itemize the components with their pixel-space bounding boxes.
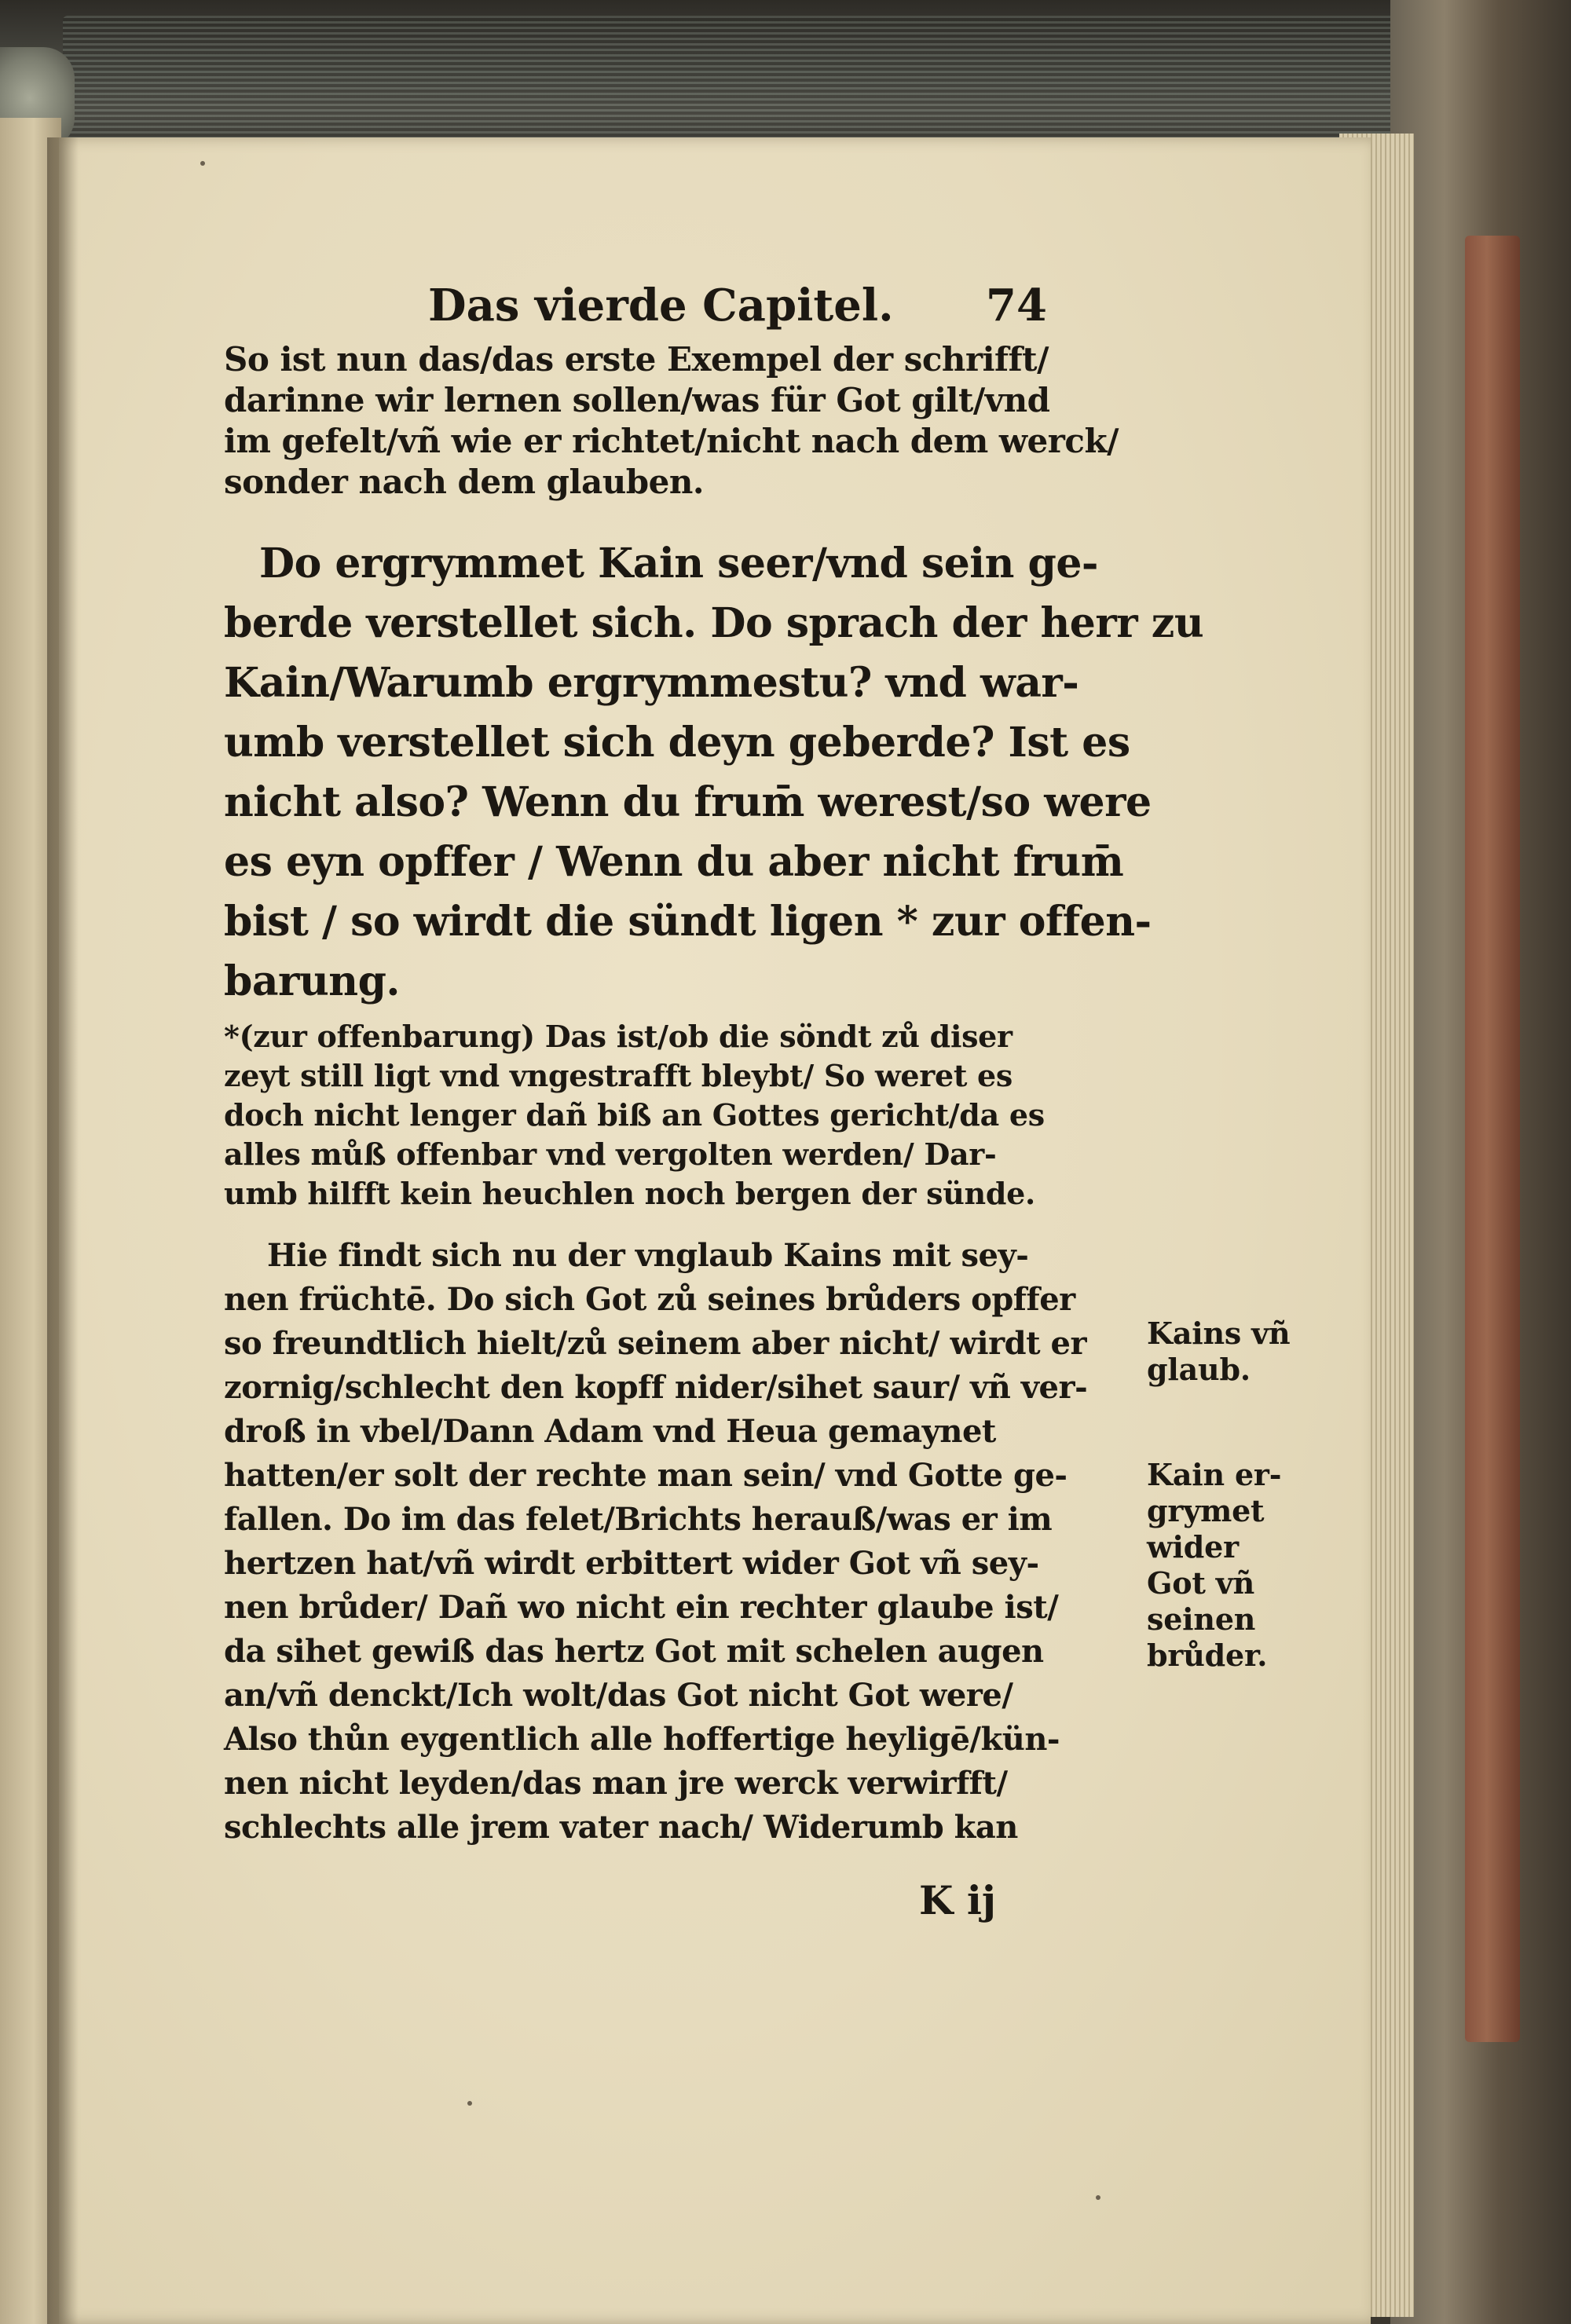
text-line: nen brůder/ Dañ wo nicht ein rechter glaube ist/: [224, 1589, 1059, 1626]
text-line: hatten/er solt der rechte man sein/ vnd Gotte ge-: [224, 1457, 1067, 1494]
text-line: berde verstellet sich. Do sprach der herr zu: [224, 599, 1204, 647]
text-line: droß in vbel/Dann Adam vnd Heua gemaynet: [224, 1413, 996, 1450]
text-line: Do ergrymmet Kain seer/vnd sein ge-: [259, 540, 1098, 587]
margin-note-line: seinen: [1147, 1601, 1256, 1637]
book-page: [59, 137, 1371, 2324]
text-line: alles můß offenbar vnd vergolten werden/ Dar-: [224, 1136, 997, 1172]
text-line: *(zur offenbarung) Das ist/ob die söndt zů diser: [224, 1019, 1013, 1054]
text-line: doch nicht lenger dañ biß an Gottes gericht/da es: [224, 1097, 1045, 1133]
text-line: Also thůn eygentlich alle hoffertige heyligē/kün-: [224, 1721, 1060, 1758]
folio-number: 74: [986, 280, 1047, 331]
text-line: da sihet gewiß das hertz Got mit schelen augen: [224, 1633, 1044, 1670]
book-top-edge: [0, 0, 1571, 157]
text-line: sonder nach dem glauben.: [224, 463, 704, 501]
cover-leather-strip: [1465, 236, 1520, 2042]
text-line: nicht also? Wenn du frum̄ werest/so were: [224, 778, 1152, 826]
text-line: so freundtlich hielt/zů seinem aber nicht/ wirdt er: [224, 1325, 1087, 1362]
paper-speck: [200, 161, 205, 166]
margin-note-line: Kains vñ: [1147, 1316, 1291, 1351]
margin-note-line: Kain er-: [1147, 1457, 1282, 1492]
text-line: nen früchtē. Do sich Got zů seines brůders opffer: [224, 1281, 1075, 1318]
text-line: nen nicht leyden/das man jre werck verwirfft/: [224, 1765, 1008, 1802]
margin-note-line: glaub.: [1147, 1352, 1251, 1387]
text-line: fallen. Do im das felet/Brichts herauß/was er im: [224, 1501, 1053, 1538]
text-line: zornig/schlecht den kopff nider/sihet saur/ vñ ver-: [224, 1369, 1088, 1406]
margin-note-line: grymet: [1147, 1493, 1265, 1528]
text-line: zeyt still ligt vnd vngestrafft bleybt/ So weret es: [224, 1058, 1013, 1093]
chapter-heading: Das vierde Capitel.: [428, 280, 894, 331]
text-line: Kain/Warumb ergrymmestu? vnd war-: [224, 659, 1079, 707]
text-line: im gefelt/vñ wie er richtet/nicht nach dem werck/: [224, 422, 1119, 460]
text-line: hertzen hat/vñ wirdt erbittert wider Got vñ sey-: [224, 1545, 1039, 1582]
text-line: schlechts alle jrem vater nach/ Widerumb kan: [224, 1809, 1018, 1846]
text-line: an/vñ denckt/Ich wolt/das Got nicht Got were/: [224, 1677, 1013, 1714]
text-line: darinne wir lernen sollen/was für Got gilt/vnd: [224, 381, 1050, 419]
paper-speck: [467, 2101, 472, 2106]
margin-note-line: Got vñ: [1147, 1565, 1255, 1601]
margin-note-line: brůder.: [1147, 1638, 1268, 1673]
paper-speck: [1096, 2195, 1100, 2200]
gutter-shadow: [47, 137, 79, 2324]
book-cover-edge: [1390, 0, 1571, 2324]
text-line: So ist nun das/das erste Exempel der schrifft/: [224, 340, 1049, 379]
margin-note-line: wider: [1147, 1529, 1239, 1565]
signature-mark: K ij: [919, 1877, 996, 1923]
text-line: bist / so wirdt die sündt ligen * zur offen-: [224, 898, 1152, 946]
text-line: umb hilfft kein heuchlen noch bergen der sünde.: [224, 1176, 1035, 1211]
text-line: umb verstellet sich deyn geberde? Ist es: [224, 719, 1130, 767]
text-line: barung.: [224, 957, 401, 1005]
text-line: Hie findt sich nu der vnglaub Kains mit sey-: [267, 1237, 1029, 1274]
text-line: es eyn opffer / Wenn du aber nicht frum̄: [224, 838, 1124, 886]
